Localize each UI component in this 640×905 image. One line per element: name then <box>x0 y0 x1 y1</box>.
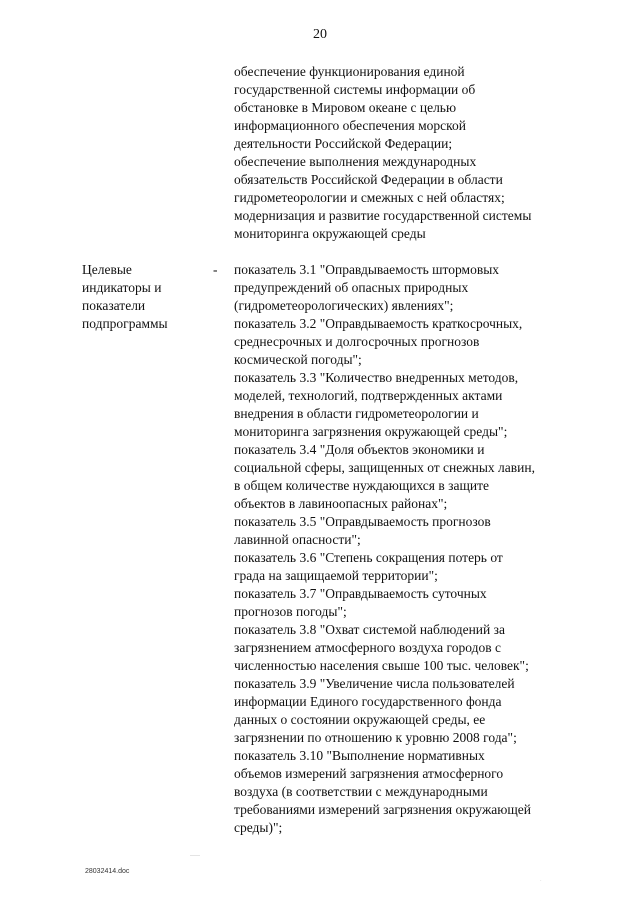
indicator-line: (гидрометеорологических) явлениях"; <box>234 298 454 313</box>
indicator-line: в общем количестве нуждающихся в защите <box>234 478 489 493</box>
intro-line: обстановке в Мировом океане с целью <box>234 100 457 115</box>
section-label-line: индикаторы и <box>82 280 162 295</box>
indicator-line: показатель 3.7 "Оправдываемость суточных <box>234 586 487 601</box>
intro-line: информационного обеспечения морской <box>234 118 466 133</box>
indicator-line: внедрения в области гидрометеорологии и <box>234 406 479 421</box>
intro-line: обязательств Российской Федерации в области <box>234 172 503 187</box>
indicator-line: лавинной опасности"; <box>234 532 361 547</box>
indicator-line: информации Единого государственного фонда <box>234 694 502 709</box>
indicator-line: показатель 3.6 "Степень сокращения потерь от <box>234 550 503 565</box>
indicator-line: космической погоды"; <box>234 352 362 367</box>
footer-dot: · <box>540 878 542 884</box>
intro-line: обеспечение выполнения международных <box>234 154 477 169</box>
indicator-line: социальной сферы, защищенных от снежных лавин, <box>234 460 535 475</box>
indicator-line: показатель 3.3 "Количество внедренных методов, <box>234 370 519 385</box>
indicator-line: показатель 3.4 "Доля объектов экономики и <box>234 442 485 457</box>
section-label-line: Целевые <box>82 262 132 277</box>
indicator-line: града на защищаемой территории"; <box>234 568 438 583</box>
indicator-line: предупреждений об опасных природных <box>234 280 469 295</box>
indicator-line: моделей, технологий, подтвержденных актами <box>234 388 503 403</box>
indicator-line: показатель 3.1 "Оправдываемость штормовых <box>234 262 500 277</box>
indicator-line: численностью населения свыше 100 тыс. человек"; <box>234 658 529 673</box>
indicator-line: данных о состоянии окружающей среды, ее <box>234 712 486 727</box>
indicator-line: требованиями измерений загрязнения окружающей <box>234 802 531 817</box>
indicator-line: среды)"; <box>234 820 283 835</box>
intro-line: гидрометеорологии и смежных с ней областях; <box>234 190 505 205</box>
intro-line: государственной системы информации об <box>234 82 476 97</box>
indicator-line: воздуха (в соответствии с международными <box>234 784 488 799</box>
indicator-line: показатель 3.9 "Увеличение числа пользователей <box>234 676 515 691</box>
indicator-line: среднесрочных и долгосрочных прогнозов <box>234 334 480 349</box>
indicator-line: загрязнении по отношению к уровню 2008 года"; <box>234 730 517 745</box>
indicator-line: объектов в лавиноопасных районах"; <box>234 496 448 511</box>
page-number: 20 <box>313 27 327 42</box>
indicator-line: показатель 3.8 "Охват системой наблюдений за <box>234 622 505 637</box>
indicator-line: объемов измерений загрязнения атмосферного <box>234 766 504 781</box>
indicator-line: показатель 3.5 "Оправдываемость прогнозов <box>234 514 491 529</box>
indicator-line: загрязнением атмосферного воздуха городов с <box>234 640 501 655</box>
intro-line: мониторинга окружающей среды <box>234 226 426 241</box>
section-label-line: подпрограммы <box>82 316 168 331</box>
intro-line: обеспечение функционирования единой <box>234 64 465 79</box>
indicator-line: показатель 3.2 "Оправдываемость краткосрочных, <box>234 316 523 331</box>
intro-line: модернизация и развитие государственной системы <box>234 208 532 223</box>
footer-mark: —— <box>190 853 200 859</box>
separator-dash: - <box>213 262 218 277</box>
indicator-line: мониторинга загрязнения окружающей среды"; <box>234 424 508 439</box>
indicator-line: показатель 3.10 "Выполнение нормативных <box>234 748 485 763</box>
intro-line: деятельности Российской Федерации; <box>234 136 453 151</box>
section-label-line: показатели <box>82 298 146 313</box>
footer-filename: 28032414.doc <box>85 868 130 875</box>
indicator-line: прогнозов погоды"; <box>234 604 347 619</box>
